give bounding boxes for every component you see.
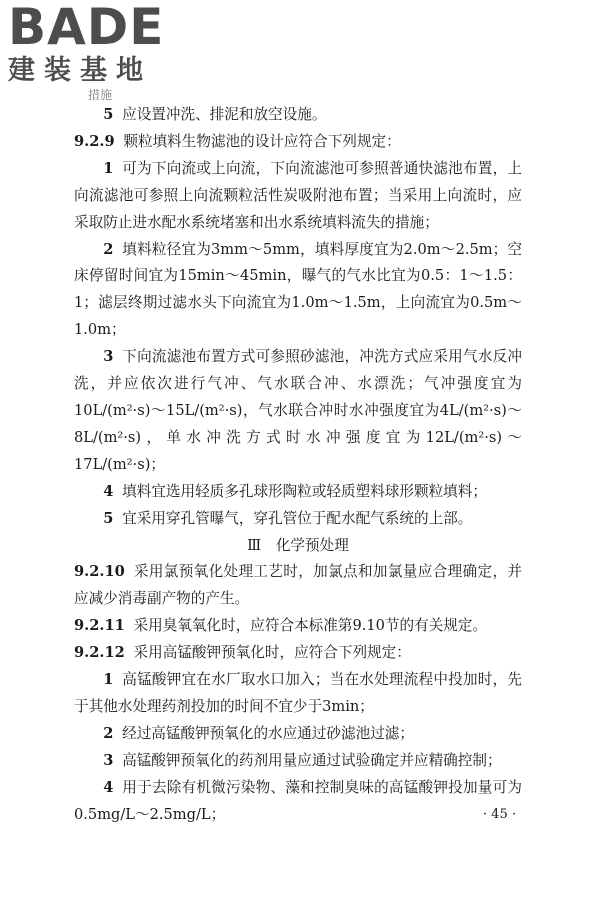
list-item: 5 应设置冲洗、排泥和放空设施。 — [103, 106, 327, 123]
list-item: 5 宜采用穿孔管曝气，穿孔管位于配水配气系统的上部。 — [103, 509, 473, 527]
previous-page-fragment: 措施 — [88, 88, 113, 102]
document-body — [74, 102, 522, 828]
list-item: 1 高锰酸钾宜在水厂取水口加入；当在水处理流程中投加时，先于其他水处理药剂投加的时间不宜少于3min； — [74, 671, 522, 715]
bade-logo — [8, 2, 178, 98]
list-item: 2 填料粒径宜为3mm～5mm，填料厚度宜为2.0m～2.5m；空床停留时间宜为15min～45min，曝气的气水比宜为0.5：1～1.5：1；滤层终期过滤水头下向流宜为1.0m～1.5m，上向流宜为0.5m～1.0m； — [74, 240, 522, 339]
page-number: · 45 · — [482, 807, 516, 822]
list-item: 4 用于去除有机微污染物、藻和控制臭味的高锰酸钾投加量可为0.5mg/L～2.5mg/L； — [74, 778, 522, 823]
list-item: 3 高锰酸钾预氧化的药剂用量应通过试验确定并应精确控制； — [103, 751, 502, 769]
list-item: 4 填料宜选用轻质多孔球形陶粒或轻质塑料球形颗粒填料； — [103, 482, 487, 500]
clause-9-2-12: 9.2.12 采用高锰酸钾预氧化时，应符合下列规定： — [74, 644, 411, 662]
list-item: 3 下向流滤池布置方式可参照砂滤池，冲洗方式应采用气水反冲洗，并应依次进行气冲、气水联合冲、水漂洗；气冲强度宜为10L/(m²·s)～15L/(m²·s)，气水联合冲时水冲强度宜为4L/(m²·s)～8L/(m²·s)，单水冲洗方式时水冲强度宜为12L/(m²·s)～17L/(m²·s)； — [74, 348, 522, 473]
list-item: 2 经过高锰酸钾预氧化的水应通过砂滤池过滤； — [103, 724, 414, 742]
list-item: 1 可为下向流或上向流，下向流滤池可参照普通快滤池布置，上向流滤池可参照上向流颗粒活性炭吸附池布置；当采用上向流时，应采取防止进水配水系统堵塞和出水系统填料流失的措施； — [74, 159, 522, 231]
clause-9-2-9: 9.2.9 颗粒填料生物滤池的设计应符合下列规定： — [74, 132, 401, 150]
logo-sub-text: 建装基地 — [8, 55, 152, 86]
clause-9-2-10: 9.2.10 采用氯预氧化处理工艺时，加氯点和加氯量应合理确定，并应减少消毒副产物的产生。 — [74, 563, 522, 608]
clause-9-2-11: 9.2.11 采用臭氧氧化时，应符合本标准第9.10节的有关规定。 — [74, 617, 488, 635]
logo-main-text: BADE — [8, 0, 165, 56]
section-heading: Ⅲ 化学预处理 — [247, 536, 349, 554]
